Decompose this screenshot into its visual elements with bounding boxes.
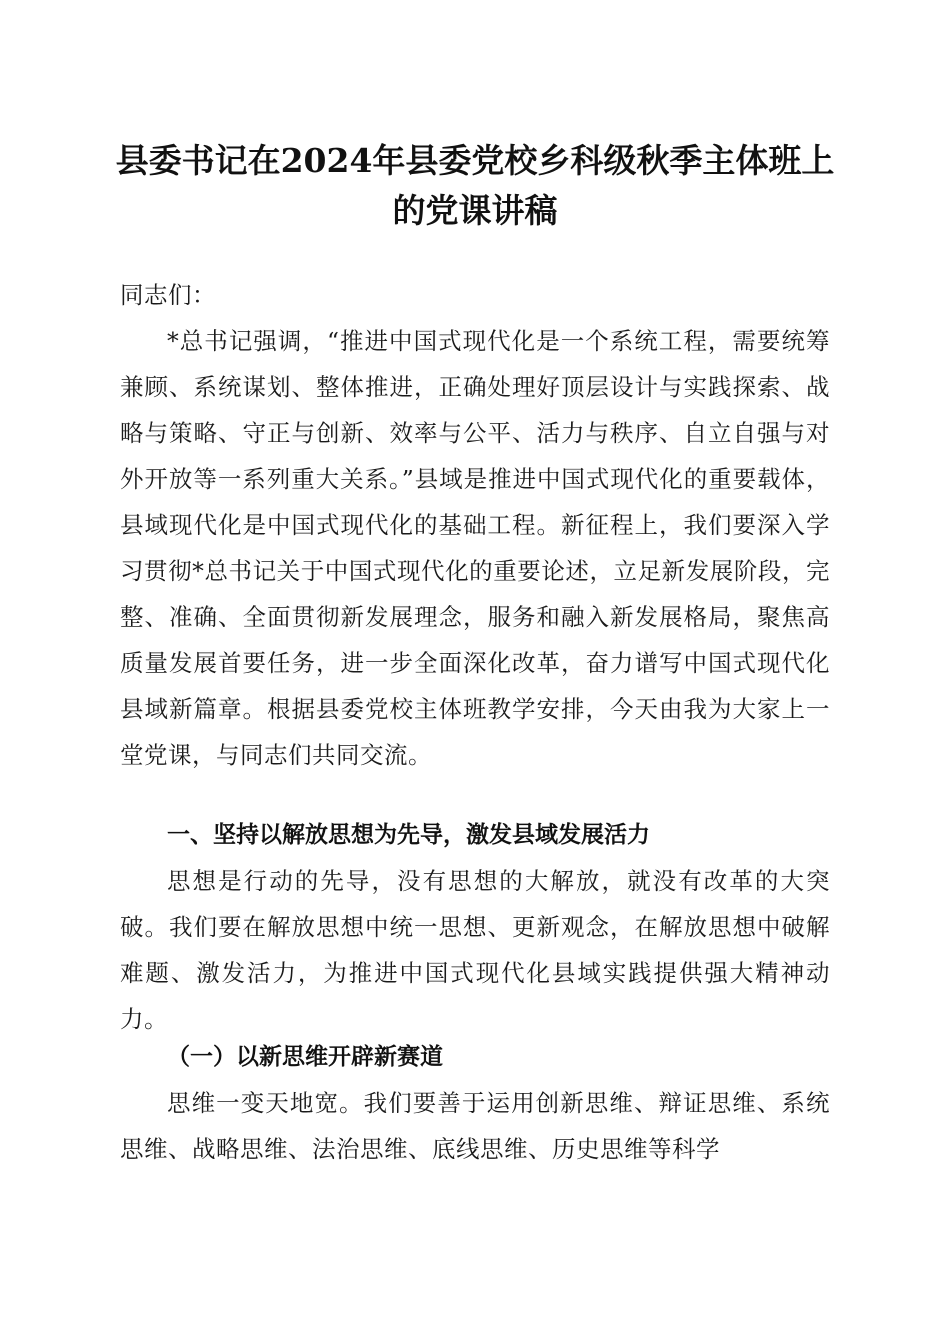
subsection-1-paragraph: 思维一变天地宽。我们要善于运用创新思维、辩证思维、系统思维、战略思维、法治思维、底线思维、历史思维等科学 [120,1089,830,1163]
section-1-paragraph: 思想是行动的先导，没有思想的大解放，就没有改革的大突破。我们要在解放思想中统一思想、更新观念，在解放思想中破解难题、激发活力，为推进中国式现代化县域实践提供强大精神动力。 [120,867,830,1033]
subsection-heading-1: （一）以新思维开辟新赛道 [167,1043,443,1070]
document-title: 县委书记在2024年县委党校乡科级秋季主体班上的党课讲稿 [115,141,835,230]
greeting: 同志们： [120,281,216,309]
intro-paragraph: *总书记强调，“推进中国式现代化是一个系统工程，需要统筹兼顾、系统谋划、整体推进，正确处理好顶层设计与实践探索、战略与策略、守正与创新、效率与公平、活力与秩序、自立自强与对外开放等一系列重大关系。”县域是推进中国式现代化的重要载体，县域现代化是中国式现代化的基础工程。新征程上，我们要深入学习贯彻*总书记关于中国式现代化的重要论述，立足新发展阶段，完整、准确、全面贯彻新发展理念，服务和融入新发展格局，聚焦高质量发展首要任务，进一步全面深化改革，奋力谱写中国式现代化县域新篇章。根据县委党校主体班教学安排，今天由我为大家上一堂党课，与同志们共同交流。 [120,327,830,769]
section-heading-1: 一、坚持以解放思想为先导，激发县域发展活力 [167,822,650,848]
